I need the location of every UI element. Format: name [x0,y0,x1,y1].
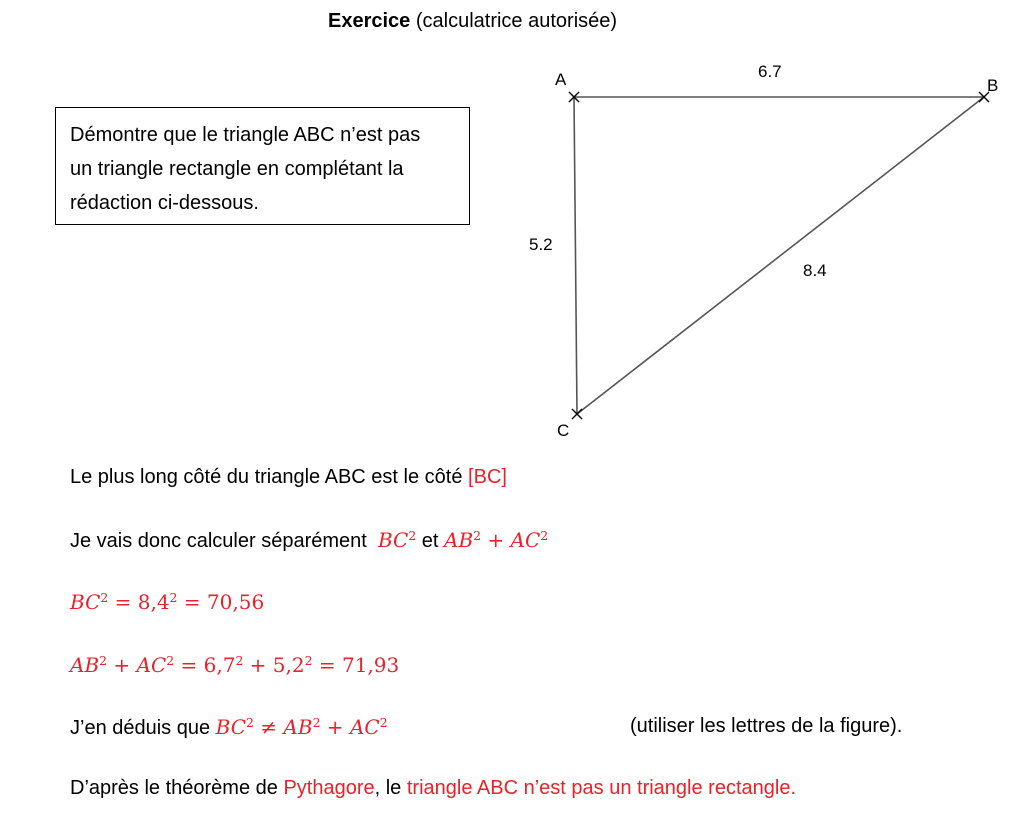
title-rest: (calculatrice autorisée) [415,10,618,32]
instruction-line-1: Démontre que le triangle ABC n’est pas [70,124,421,146]
letters-hint: (utiliser les lettres de la figure). [630,715,903,737]
vertex-a-label: A [555,70,567,89]
instruction-line-3: rédaction ci-dessous. [70,192,259,214]
solution-line-2 [70,528,548,553]
deduce-inequality: $BC^2 \ne AB^2 + AC^2$ [215,715,388,739]
conclusion-text: triangle ABC n’est pas un triangle rectangle. [406,777,796,799]
side-ab-label: 6.7 [758,62,782,81]
vertex-c-label: C [557,421,570,440]
solution-line-4: $AB^2 + AC^2 = 6,7^2 + 5,2^2 = 71,93$ [70,653,400,677]
side-bc-segment [577,97,984,414]
title-bold: Exercice [328,10,411,32]
compute-bc-squared: $BC^2$ [377,528,417,552]
solution-line-1 [70,466,507,489]
longest-side-answer: [BC] [468,466,507,488]
compute-and: et [421,530,439,552]
solution-line-3: $BC^2 = 8,4^2 = 70,56$ [70,590,265,614]
solution-line-6 [70,777,796,800]
compute-text: Je vais donc calculer séparément [70,530,367,552]
side-ac-segment [574,97,577,414]
longest-side-text: Le plus long côté du triangle ABC est le côté [70,466,463,488]
vertex-b-label: B [987,76,999,95]
theorem-comma: , le [374,777,402,799]
compute-sum-squares: $AB^2 + AC^2$ [444,528,549,552]
instruction-line-2: un triangle rectangle en complétant la [70,158,404,180]
solution-line-5 [70,715,388,740]
theorem-name: Pythagore [283,777,375,799]
theorem-text: D’après le théorème de [70,777,278,799]
side-ac-label: 5.2 [529,235,553,254]
side-bc-label: 8.4 [803,261,827,280]
deduce-text: J’en déduis que [70,717,211,739]
